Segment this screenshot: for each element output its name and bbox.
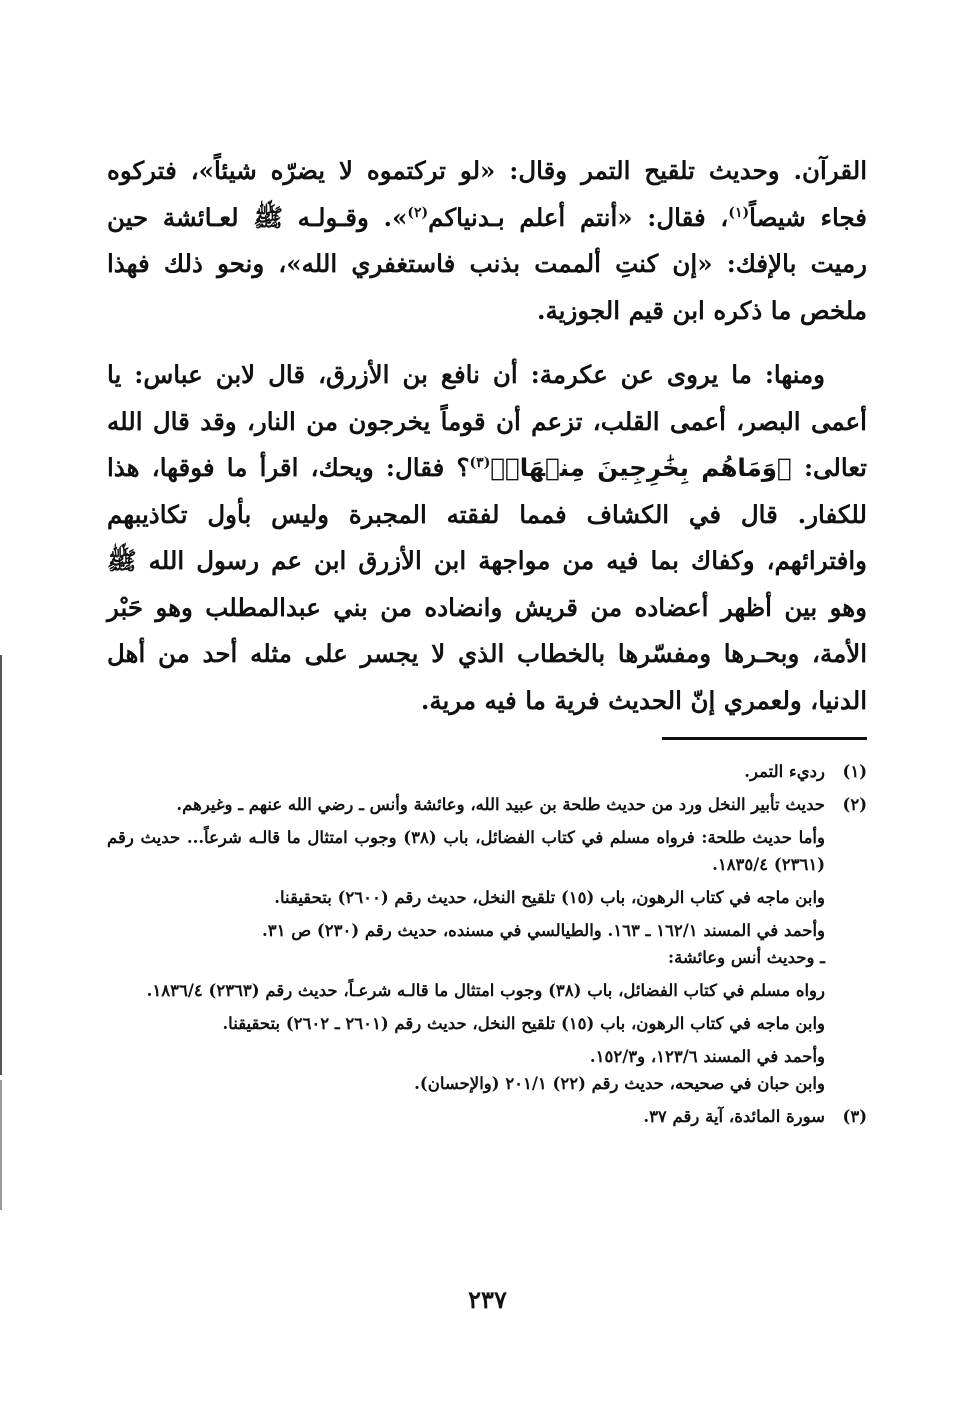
footnote-3-text: سورة المائدة، آية رقم ٣٧. [643, 1107, 825, 1126]
footnote-2-line-1: وأما حديث طلحة: فرواه مسلم في كتاب الفضائل، باب (٣٨) وجوب امتثال ما قالـه شرعاً... حديث رقم (٢٣٦١) ١٨٣٥/٤. [107, 828, 825, 874]
paragraph-1-part-c: ». وقـولـه ﷺ لعـائشة حين رميت بالإفك: «إن كنتِ ألممت بذنب فاستغفري الله»، ونحو ذلك فهذا ملخص ما ذكره ابن قيم الجوزية. [107, 202, 867, 325]
footnote-1-number: (١) [842, 762, 867, 781]
footnote-3-number: (٣) [842, 1107, 867, 1126]
footnote-2-intro: حديث تأبير النخل ورد من حديث طلحة بن عبيد الله، وعائشة وأنس ـ رضي الله عنهم ـ وغيرهم. [176, 795, 825, 814]
paragraph-1-part-b: ، فقال: «أنتم أعلم بـدنياكم [428, 202, 729, 232]
quran-verse: ﴿وَمَاهُم بِخَٰرِجِينَ مِنۡهَاۖ﴾ [490, 453, 792, 482]
footnote-2-line-4: ـ وحديث أنس وعائشة: [668, 948, 825, 967]
paragraph-2 [107, 352, 867, 724]
footnote-2-line-3: وأحمد في المسند ١٦٢/١ ـ ١٦٣. والطيالسي في مسنده، حديث رقم (٢٣٠) ص ٣١. [261, 921, 825, 940]
footnote-ref-3[interactable]: (٣) [469, 454, 491, 471]
scan-margin-line-upper [0, 655, 2, 1075]
footnote-2-line-6: وابن ماجه في كتاب الرهون، باب (١٥) تلقيح النخل، حديث رقم (٢٦٠١ ـ ٢٦٠٢) بتحقيقنا. [222, 1014, 825, 1033]
footnote-2-line-5: رواه مسلم في كتاب الفضائل، باب (٣٨) وجوب امتثال ما قالـه شرعـاً، حديث رقم (٢٣٦٣) ١٨٣٦/٤. [146, 981, 825, 1000]
footnote-2-line-8: وابن حبان في صحيحه، حديث رقم (٢٢) ٢٠١/١ (والإحسان). [414, 1074, 825, 1093]
paragraph-1 [107, 148, 867, 334]
footnote-2-line-2: وابن ماجه في كتاب الرهون، باب (١٥) تلقيح النخل، حديث رقم (٢٦٠٠) بتحقيقنا. [274, 888, 825, 907]
footnote-1-text: رديء التمر. [744, 762, 825, 781]
footnote-1 [107, 758, 867, 785]
main-text [107, 148, 867, 724]
footnote-2-details [107, 824, 867, 1097]
footnote-2-number: (٢) [842, 795, 867, 814]
paragraph-2-part-b: ؟ فقال: ويحك، اقرأ ما فوقها، هذا للكفار. قال في الكشاف فمما لفقته المجبرة وليس بأول تكاذيبهم وافترائهم، وكفاك بما فيه من مواجهة ابن الأزرق ابن عم رسول الله ﷺ وهو بين أظهر أعضاده من قريش وانضاده من بني عبدالمطلب وهو حَبْر الأمة، وبحـرها ومفسّرها بالخطاب الذي لا يجسر على مثله أحد من أهل الدنيا، ولعمري إنّ الحديث فرية ما فيه مرية. [107, 453, 867, 715]
footnote-2-line-7: وأحمد في المسند ١٢٣/٦، و١٥٢/٣. [589, 1047, 825, 1066]
footnote-separator [662, 737, 867, 740]
footnote-ref-1[interactable]: (١) [728, 204, 750, 221]
footnote-ref-2[interactable]: (٢) [407, 204, 429, 221]
page-number: ٢٣٧ [468, 1285, 507, 1314]
footnote-2 [107, 791, 867, 818]
paragraph-2-part-a: ومنها: ما يروى عن عكرمة: أن نافع بن الأزرق، قال لابن عباس: يا أعمى البصر، أعمى القلب، تزعم أن قوماً يخرجون من النار، وقد قال الله تعالى: [107, 360, 867, 482]
footnote-3 [107, 1103, 867, 1130]
paragraph-1-part-a: القرآن. وحديث تلقيح التمر وقال: «لو تركتموه لا يضرّه شيئاً»، فتركوه فجاء شيصاً [107, 156, 867, 232]
footnotes [107, 758, 867, 1136]
scan-margin-line-lower [0, 1080, 2, 1210]
